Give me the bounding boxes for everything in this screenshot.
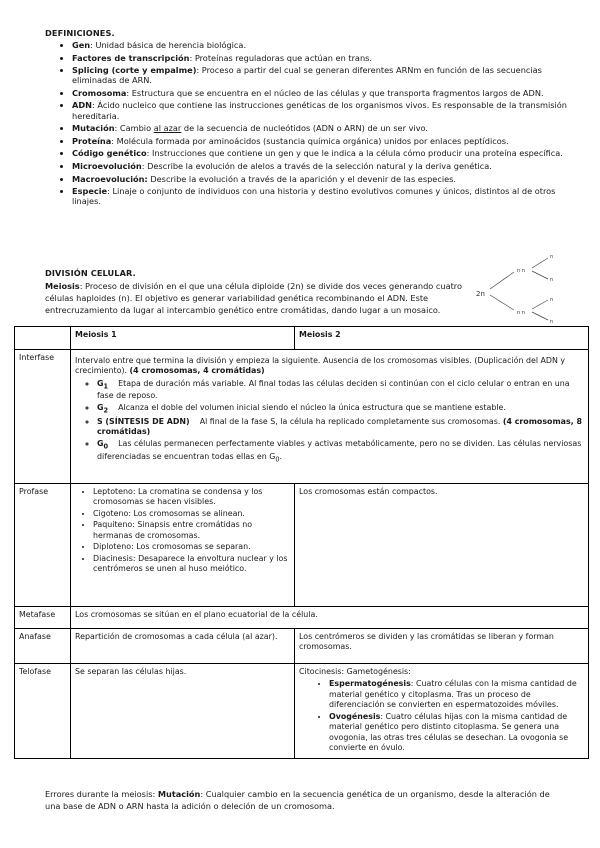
- phase-name: [97, 378, 109, 391]
- cell-text: : Cuatro células con la misma cantidad de material genético y citoplasma. Tras un proceso de diferenciación se convierten en espermatozoides móviles.: [329, 679, 577, 709]
- definition-text: : Proteínas reguladoras que actúan en trans.: [189, 52, 373, 63]
- column-header-meiosis-2: Meiosis 2: [295, 327, 589, 350]
- table-corner-cell: [15, 327, 71, 350]
- row-label: Telofase: [15, 664, 71, 759]
- interfase-phases: [75, 379, 584, 465]
- list-item: [72, 88, 582, 98]
- table-row-metafase: [15, 607, 589, 629]
- list-item: • Cigoteno: Los cromosomas se alinean.: [93, 509, 290, 519]
- diagram-label-2n: 2n: [476, 290, 485, 298]
- telofase-intro: Citocinesis: Gametogénesis:: [299, 667, 411, 676]
- diagram-leaf: n: [550, 297, 554, 303]
- definition-text: : Describe la evolución de alelos a través de la selección natural y la deriva genética.: [141, 160, 492, 171]
- diagram-branch: [490, 295, 514, 310]
- list-item: [72, 148, 582, 158]
- term: Macroevolución:: [72, 173, 148, 184]
- row-label: Metafase: [15, 607, 71, 629]
- diagram-branch: [532, 300, 548, 309]
- table-row-anafase: [15, 629, 589, 664]
- row-label: Anafase: [15, 629, 71, 664]
- diagram-leaf: n: [550, 254, 554, 260]
- term: Meiosis: [45, 281, 80, 291]
- definition-text: : Proceso a partir del cual se generan diferentes ARNm en función de las secuencias eliminadas de ARN.: [72, 65, 542, 86]
- list-item: • Paquiteno: Sinapsis entre cromátidas no hermanas de cromosomas.: [93, 520, 290, 541]
- definition-text: : Molécula formada por aminoácidos (sustancia química orgánica) unidos por enlaces peptídicos.: [111, 135, 509, 146]
- list-item: • Diploteno: Los cromosomas se separan.: [93, 542, 290, 552]
- diagram-branch: [532, 258, 548, 268]
- definition-text: : Instrucciones que contiene un gen y que le indica a la célula cómo producir una proteína específica.: [146, 148, 563, 159]
- table-row-interfase: [15, 350, 589, 484]
- term: Splicing (corte y empalme): [72, 65, 197, 76]
- phase-letter: G: [97, 438, 104, 448]
- term: Especie: [72, 186, 108, 197]
- row-label: Profase: [15, 484, 71, 607]
- cell-text: : Cuatro células hijas con la misma cantidad de material genético pero distinto citoplasma. Se genera una ovogonia, las otras tres células se desechan. La ovogonia se convierte en óvulo.: [329, 712, 569, 753]
- phase-subscript: 0: [103, 442, 109, 451]
- paragraph-text: : Proceso de división en el que una célula diploide (2n) se divide dos veces generando cuatro células haploides (n). El objetivo es generar variabilidad genética recombinando el ADN. Este entrecruzamiento da lugar al intercambio genético entre cromátidas, dando lugar a un mosaico.: [45, 281, 462, 315]
- phase-subscript: 2: [103, 406, 109, 415]
- meiosis-diagram: [470, 252, 580, 324]
- term: ADN: [72, 100, 92, 111]
- interfase-intro: [75, 353, 584, 377]
- profase-meiosis-2-cell: Los cromosomas están compactos.: [295, 484, 589, 607]
- definition-text: : Linaje o conjunto de individuos con una historia y destino evolutivos comunes y únicos, distintos al de otros linajes.: [72, 186, 556, 207]
- cell-bold-text: (4 cromosomas, 4 cromátidas): [129, 366, 265, 376]
- term: Mutación: [157, 789, 201, 799]
- list-item: [329, 679, 584, 710]
- errors-paragraph: [45, 788, 565, 812]
- phase-subscript: 1: [103, 382, 109, 391]
- list-item: [72, 53, 582, 63]
- phase-text: Etapa de duración más variable. Al final todas las células deciden si continúan con el ciclo celular o entran en una fase de reposo.: [97, 378, 570, 401]
- term: Proteína: [72, 135, 112, 146]
- diagram-leaf: n: [550, 319, 554, 324]
- cell-text: Intervalo entre que termina la división y empieza la siguiente. Ausencia de los cromosomas visibles. (Duplicación del ADN y crecimiento).: [75, 356, 566, 376]
- list-item: • Leptoteno: La cromatina se condensa y los cromosomas se hacen visibles.: [93, 487, 290, 508]
- term: Cromosoma: [72, 87, 127, 98]
- phase-name: [97, 402, 109, 415]
- term: Factores de transcripción: [72, 52, 190, 63]
- anafase-meiosis-1-cell: Repartición de cromosomas a cada célula (al azar).: [71, 629, 295, 664]
- phase-bold-text: (4 cromosomas, 8 cromátidas): [97, 417, 582, 437]
- phase-text: .: [279, 451, 283, 461]
- row-label: Interfase: [15, 350, 71, 484]
- phase-text: Las células permanecen perfectamente viables y activas metabólicamente, pero no se dividen. Las células nerviosas diferenciadas se encuentran todas ellas en G: [97, 438, 582, 461]
- term: Código genético: [72, 148, 147, 159]
- term: Microevolución: [72, 160, 142, 171]
- telofase-meiosis-1-cell: Se separan las células hijas.: [71, 664, 295, 759]
- list-item: • Diacinesis: Desaparece la envoltura nuclear y los centrómeros se unen al huso meiótico.: [93, 554, 290, 575]
- table-row-profase: [15, 484, 589, 607]
- definition-text: : Cambio: [114, 123, 154, 134]
- column-header-meiosis-1: Meiosis 1: [71, 327, 295, 350]
- table-row-telofase: [15, 664, 589, 759]
- table-header-row: [15, 327, 589, 350]
- term: Ovogénesis: [329, 712, 381, 722]
- definition-text: : Ácido nucleico que contiene las instrucciones genéticas de los organismos vivos. Es responsable de la transmisión hereditaria.: [72, 100, 567, 121]
- phase-letter: G: [97, 378, 104, 388]
- definition-text: Describe la evolución a través de la aparición y el devenir de las especies.: [147, 173, 457, 184]
- definitions-heading: DEFINICIONES.: [45, 28, 115, 38]
- list-item: [72, 100, 582, 120]
- meiosis-paragraph: [45, 281, 485, 316]
- definitions-list: [45, 40, 582, 209]
- diagram-branch: [490, 272, 514, 289]
- term: Espermatogénesis: [329, 679, 411, 689]
- list-item: [97, 379, 584, 402]
- diagram-branch: [532, 312, 548, 320]
- phase-name: S (SÍNTESIS DE ADN): [97, 417, 190, 427]
- profase-meiosis-1-cell: [71, 484, 295, 607]
- list-item: [97, 403, 584, 416]
- list-item: [72, 65, 582, 85]
- list-item: [72, 186, 582, 206]
- list-item: [329, 712, 584, 753]
- phase-text: Al final de la fase S, la célula ha replicado completamente sus cromosomas.: [199, 417, 503, 427]
- metafase-cell: Los cromosomas se sitúan en el plano ecuatorial de la célula.: [71, 607, 589, 629]
- list-item: [72, 40, 582, 50]
- list-item: [72, 123, 582, 133]
- meiosis-table: [14, 326, 589, 759]
- anafase-meiosis-2-cell: Los centrómeros se dividen y las cromátidas se liberan y forman cromosomas.: [295, 629, 589, 664]
- telofase-meiosis-2-cell: [295, 664, 589, 759]
- paragraph-text: : Cualquier cambio en la secuencia genética de un organismo, desde la alteración de una base de ADN o ARN hasta la adición o deleción de un cromosoma.: [45, 789, 550, 812]
- phase-name: [97, 438, 109, 451]
- profase-substages: [75, 487, 290, 574]
- list-item: [72, 136, 582, 146]
- diagram-leaf: n: [550, 277, 554, 283]
- paragraph-text: Errores durante la meiosis:: [45, 789, 158, 799]
- term: Gen: [72, 40, 91, 50]
- diagram-branch: [532, 271, 548, 279]
- diagram-label-top: n n: [517, 268, 525, 274]
- term: Mutación: [72, 123, 115, 134]
- list-item: [97, 417, 584, 438]
- underlined-text: al azar: [153, 123, 182, 134]
- definition-text: de la secuencia de nucleótidos (ADN o ARN) de un ser vivo.: [181, 123, 429, 134]
- list-item: [72, 161, 582, 171]
- definition-text: : Estructura que se encuentra en el núcleo de las células y que transporta fragmentos largos de ADN.: [126, 87, 544, 98]
- list-item: [97, 439, 584, 465]
- phase-subscript: 0: [275, 455, 280, 464]
- list-item: [72, 174, 582, 184]
- gametogenesis-list: [299, 679, 584, 753]
- phase-letter: G: [97, 402, 104, 412]
- interfase-cell: [71, 350, 589, 484]
- definition-text: : Unidad básica de herencia biológica.: [90, 40, 247, 50]
- phase-text: Alcanza el doble del volumen inicial siendo el núcleo la única estructura que se mantiene estable.: [118, 402, 506, 412]
- diagram-label-bottom: n n: [517, 310, 525, 316]
- division-heading: DIVISIÓN CELULAR.: [45, 268, 136, 278]
